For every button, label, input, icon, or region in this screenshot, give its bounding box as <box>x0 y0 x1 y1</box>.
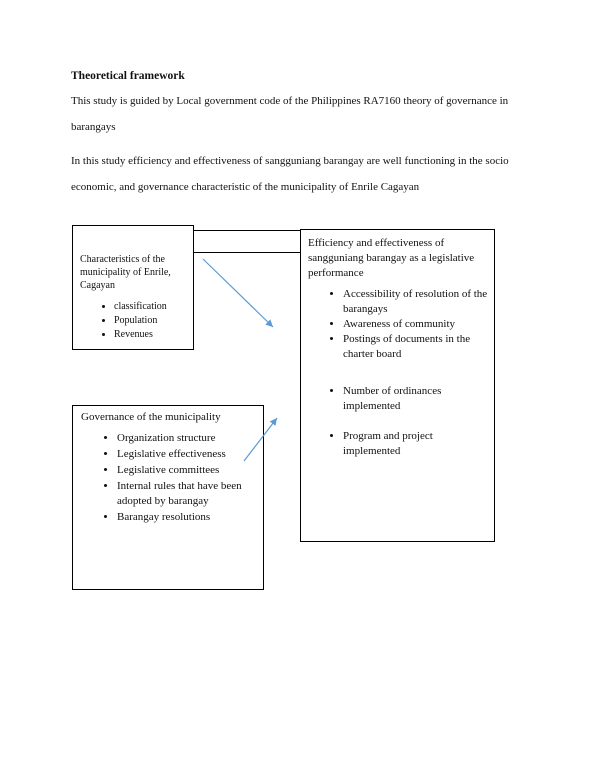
list-item: • classification <box>114 300 187 313</box>
list-item: • Legislative effectiveness <box>117 447 257 462</box>
list-item: • Barangay resolutions <box>117 510 257 525</box>
list-item: • Awareness of community <box>343 317 488 332</box>
list-item: • Number of ordinances implemented <box>343 384 488 414</box>
list-item: • Organization structure <box>117 431 257 446</box>
list-item: • Postings of documents in the charter board <box>343 332 488 362</box>
list-item: • Population <box>114 314 187 327</box>
list-item: • Revenues <box>114 328 187 341</box>
characteristics-title: Characteristics of the municipality of Enrile, Cagayan <box>80 254 171 291</box>
governance-title: Governance of the municipality <box>81 411 221 423</box>
arrow-characteristics-to-efficiency <box>203 259 273 327</box>
list-item: • Accessibility of resolution of the barangays <box>343 287 488 317</box>
list-item: • Program and project implemented <box>343 429 488 459</box>
paragraph-guided-by: This study is guided by Local government code of the Philippines RA7160 theory of governance in barangays <box>71 95 509 133</box>
efficiency-title: Efficiency and effectiveness of sangguniang barangay as a legislative performance <box>308 237 475 279</box>
arrow-governance-to-efficiency <box>244 418 277 461</box>
list-item: • Internal rules that have been adopted by barangay <box>117 479 257 509</box>
section-heading: Theoretical framework <box>71 70 185 82</box>
list-item: • Legislative committees <box>117 463 257 478</box>
paragraph-study-scope: In this study efficiency and effectiveness of sangguniang barangay are well functioning in the socio economic, and governance characteristic of the municipality of Enrile Cagayan <box>71 155 509 193</box>
